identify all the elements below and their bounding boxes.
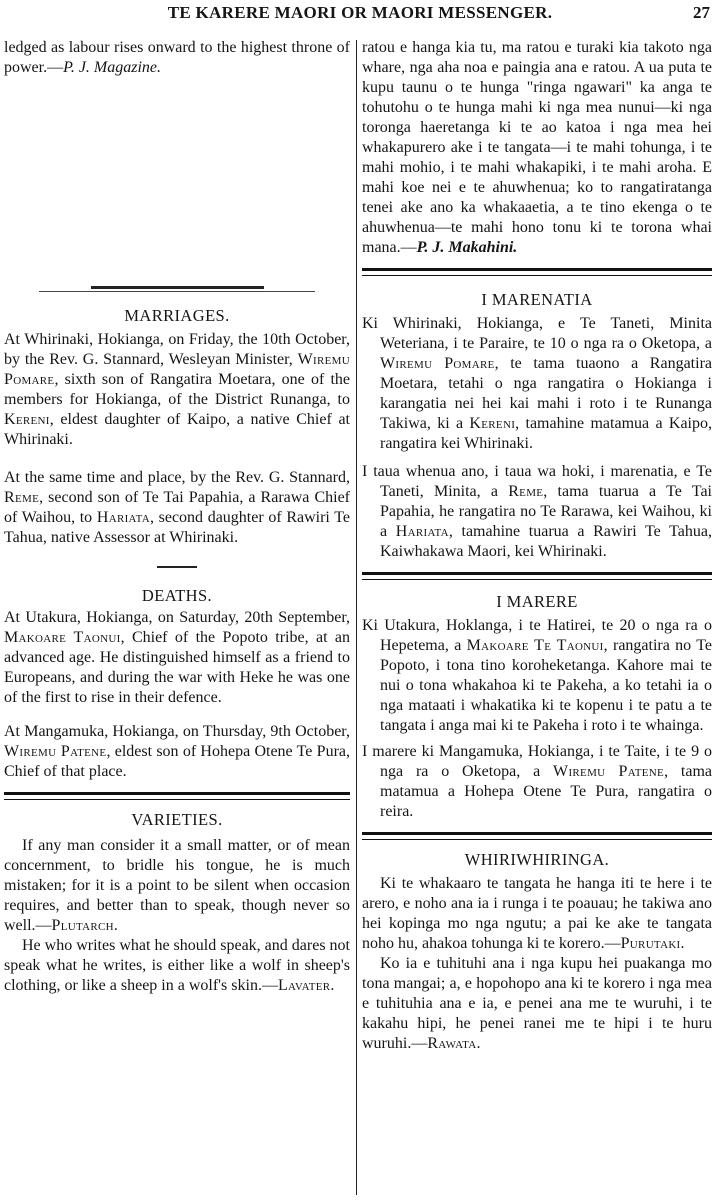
english-column — [4, 38, 350, 996]
citation: Purutaki. — [620, 935, 685, 952]
entry-name: Wiremu Pomare — [380, 355, 495, 372]
entry-name: Kereni — [469, 415, 516, 432]
entry-text: I taua whenua ano, i taua wa hoki, i marenatia, e Te Taneti, Minita, a — [362, 463, 712, 500]
entry-text: , tama matamua a Hohepa Otene Te Pura, rangatira o reira. — [380, 763, 712, 820]
section-rule — [4, 284, 350, 292]
entry-text: I marere ki Mangamuka, Hokianga, i te Taite, i te 9 o nga ra o Oketopa, a — [362, 743, 712, 780]
entry-text: Ki Whirinaki, Hokianga, e Te Taneti, Minita Weteriana, i te Paraire, te 10 o nga ra o Oketopa, a — [362, 315, 712, 352]
marere-heading: I MARERE — [496, 592, 578, 611]
entry-text: , second son of Te Tai Papahia, a Rarawa Chief of Waihou, to — [4, 489, 350, 526]
entry-text: At Utakura, Hokianga, on Saturday, 20th September, — [4, 609, 350, 626]
spacer — [4, 78, 350, 284]
intro-text: ledged as labour rises onward to the highest throne of power.— — [4, 39, 350, 76]
entry-text: At Mangamuka, Hokianga, on Thursday, 9th October, — [4, 723, 350, 740]
varieties-paragraph — [4, 836, 350, 936]
intro-text: ratou e hanga kia tu, ma ratou e turaki kia takoto nga whare, nga aha noa e paingia ana e ratou. A ua puta te kupu taunu o te hunga "ringa ngawari" ka anga te tohutohu o te hunga mahi ki nga mea nunui—ki nga toronga haeretanga ki te ao katoa i nga mea hei whakapurero ake i te tangata—i te mahi tohunga, i te mahi mohio, i te mahi whakapiki, i te mahi aroha. E mahi koe nei e te ahuwhenua; ko to rangatiratanga tenei ake ano ka whakaaetia, a te tino ekenga o te ahuwhenua—te mahi hono tonu ki te torona whai mana.— — [362, 39, 712, 256]
entry-name: Wiremu Patene — [553, 763, 665, 780]
intro-citation: P. J. Magazine. — [63, 59, 162, 76]
entry-text: , sixth son of Rangatira Moetara, one of the members for Hokianga, of the District Runanga, to — [4, 371, 350, 408]
entry-text: , second daughter of Rawiri Te Tahua, native Assessor at Whirinaki. — [4, 509, 351, 546]
whiriwhiringa-paragraph — [362, 874, 712, 954]
maori-column — [362, 38, 712, 1054]
death-entry — [4, 608, 350, 708]
section-double-rule — [362, 572, 712, 580]
section-double-rule — [4, 792, 350, 800]
entry-text: At Whirinaki, Hokianga, on Friday, the 10th October, by the Rev. G. Stannard, Wesleyan Minister, — [4, 331, 350, 368]
entry-text: , eldest son of Hohepa Otene Te Pura, Chief of that place. — [4, 743, 350, 780]
marenatia-heading: I MARENATIA — [481, 290, 593, 309]
deaths-heading: DEATHS. — [141, 586, 213, 605]
entry-text: Ki Utakura, Hoklanga, i te Hatirei, te 20 o nga ra o Hepetema, a — [362, 617, 712, 654]
newspaper-title: TE KARERE MAORI OR MAORI MESSENGER. — [167, 3, 553, 22]
marenatia-entry — [362, 314, 712, 454]
entry-text: , tamahine matamua a Kaipo, rangatira kei Whirinaki. — [380, 415, 713, 452]
whiriwhiringa-heading: WHIRIWHIRINGA. — [464, 850, 610, 869]
marenatia-entry — [362, 462, 712, 562]
intro-citation: P. J. Makahini. — [416, 239, 518, 256]
entry-name: Wiremu Pomare — [4, 351, 350, 388]
entry-text: , tama tuarua a Te Tai Papahia, he rangatira no Te Rarawa, kei Waihou, ki a — [380, 483, 712, 540]
marriages-heading: MARRIAGES. — [124, 306, 230, 325]
marere-entry — [362, 616, 712, 736]
paragraph-text: If any man consider it a small matter, or of mean concernment, to bridle his tongue, he is much mistaken; for it is a point to be silent when occasion requires, and better than to speak, though never so well.— — [4, 837, 350, 934]
entry-name: Reme — [4, 489, 40, 506]
section-double-rule — [362, 832, 712, 840]
page-number: 27 — [693, 3, 710, 22]
section-double-rule — [362, 268, 712, 276]
entry-name: Reme — [508, 483, 544, 500]
entry-name: Makoare Taonui — [4, 629, 121, 646]
paragraph-text: Ki te whakaaro te tangata he hanga iti te here i te arero, e noho ana ia i runga i te poauau; he takiwa ano hei kopinga mo nga ngutu; a pai ke ake te tangata noho hu, ahakoa tohunga ki te korero.— — [362, 875, 712, 952]
death-entry — [4, 722, 350, 782]
whiriwhiringa-paragraph — [362, 954, 712, 1054]
entry-name: Wiremu Patene — [4, 743, 107, 760]
entry-name: Makoare Te Taonui — [466, 637, 604, 654]
entry-text: , tamahine tuarua a Rawiri Te Tahua, Kaiwhakawa Maori, kei Whirinaki. — [380, 523, 712, 560]
varieties-heading: VARIETIES. — [131, 810, 223, 829]
citation: Rawata. — [427, 1035, 481, 1052]
entry-text: , eldest daughter of Kaipo, a native Chief at Whirinaki. — [4, 411, 350, 448]
paragraph-text: Ko ia e tuhituhi ana i nga kupu hei puakanga mo tona mangai; a, e hopohopo ana ki te korero i nga mea e tuhituhia ana e ia, e penei ana me te wuruhi, i te kakahu hipi, he penei ranei me te hipi i te huru wuruhi.— — [362, 955, 712, 1052]
varieties-paragraph — [4, 936, 350, 996]
entry-text: , rangatira no Te Popoto, i tona tino koroheketanga. Kahore mai te nui o tona whakahoa ki te Pakeha, a ko tetahi ia o nga mataati i whakatika ki te kopenu i te patu a te tangata i anga mai ki te Pakeha i roto i te whainga. — [380, 637, 712, 734]
marriage-entry — [4, 330, 350, 450]
intro-paragraph — [362, 38, 712, 258]
citation: Lavater. — [277, 977, 335, 994]
entry-text: , te tama tuaono a Rangatira Moetara, tetahi o nga rangatira o Hokianga i karangatia nei hei kai mahi i roto i te Runanga Takiwa, ki a — [380, 355, 713, 432]
entry-name: Hariata — [395, 523, 449, 540]
paragraph-text: He who writes what he should speak, and dares not speak what he writes, is either like a wolf in sheep's clothing, or like a sheep in a wolf's skin.— — [4, 937, 350, 994]
marriage-entry — [4, 468, 350, 548]
column-divider — [356, 40, 357, 1195]
page-header — [0, 0, 720, 26]
entry-name: Hariata — [96, 509, 150, 526]
marere-entry — [362, 742, 712, 822]
entry-name: Kereni — [4, 411, 50, 428]
citation: Plutarch. — [51, 917, 119, 934]
entry-text: , Chief of the Popoto tribe, at an advanced age. He distinguished himself as a friend to Europeans, and during the war with Heke he was one of the first to rise in their defence. — [4, 629, 351, 706]
intro-paragraph — [4, 38, 350, 78]
entry-text: At the same time and place, by the Rev. G. Stannard, — [4, 469, 350, 486]
